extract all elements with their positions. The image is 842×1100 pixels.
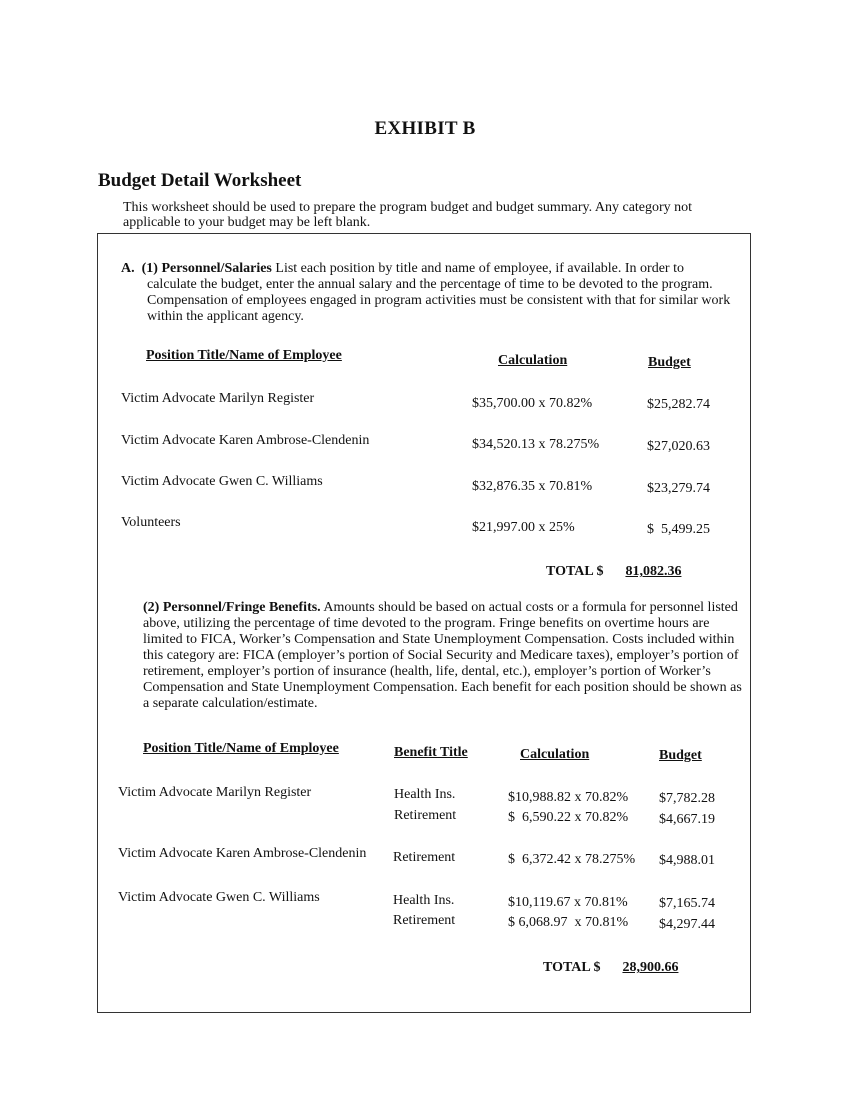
salaries-description-first: List each position by title and name of employee, if available. In order to (275, 261, 684, 276)
fringe-row-calculation: $10,119.67 x 70.81% (508, 895, 628, 910)
salaries-paragraph (121, 261, 746, 325)
page-heading: Budget Detail Worksheet (98, 170, 302, 191)
salaries-header-budget: Budget (648, 355, 691, 370)
fringe-row-benefit: Retirement (393, 850, 456, 865)
fringe-row-calculation: $10,988.82 x 70.82% (508, 790, 629, 805)
fringe-total-label: TOTAL $ (543, 960, 601, 975)
fringe-row-calculation: $ 6,068.97 x 70.81% (508, 915, 629, 930)
fringe-header-position: Position Title/Name of Employee (143, 741, 339, 756)
fringe-row-budget: $4,297.44 (659, 917, 715, 932)
fringe-row-benefit: Health Ins. (394, 787, 456, 802)
fringe-row-budget: $4,988.01 (659, 853, 715, 868)
salary-row-position: Victim Advocate Marilyn Register (121, 391, 315, 406)
fringe-row-position: Victim Advocate Karen Ambrose-Clendenin (118, 846, 367, 861)
intro-text: This worksheet should be used to prepare the program budget and budget summary. Any category not applicable to your budget may be left blank. (123, 200, 693, 230)
salary-row-position: Volunteers (121, 515, 181, 530)
salary-row-calculation: $34,520.13 x 78.275% (472, 437, 600, 452)
salary-row-position: Victim Advocate Karen Ambrose-Clendenin (121, 433, 370, 448)
fringe-row-calculation: $ 6,372.42 x 78.275% (508, 852, 636, 867)
salary-row-budget: $ 5,499.25 (647, 522, 710, 537)
salaries-header-position: Position Title/Name of Employee (146, 348, 342, 363)
exhibit-title: EXHIBIT B (374, 118, 476, 139)
fringe-row-position: Victim Advocate Marilyn Register (118, 785, 312, 800)
fringe-header-calculation: Calculation (520, 747, 590, 762)
salaries-header-calculation: Calculation (498, 353, 568, 368)
fringe-description: Amounts should be based on actual costs or a formula for personnel listed above, utilizing the percentage of time devoted to the program. Fringe benefits on overtime hours are limited to FICA, Worker’s Compensation and State Unemployment Compensation. Costs included within this category are: FICA (employer’s portion of Social Security and Medicare taxes), employer’s portion of retirement, employer’s portion of insurance (health, life, dental, etc.), employer’s portion of Worker’s Compensation and State Unemployment Compensation. Each benefit for each position should be shown as a separate calculation/estimate. (143, 600, 742, 711)
salary-row-calculation: $35,700.00 x 70.82% (472, 396, 593, 411)
salaries-total-value: 81,082.36 (625, 564, 682, 579)
salaries-description-rest: calculate the budget, enter the annual salary and the percentage of time to be devoted to the program. Compensation of employees engaged in program activities must be consistent with that for similar work within the applicant agency. (147, 277, 731, 324)
salaries-total (546, 562, 681, 580)
salary-row-calculation: $32,876.35 x 70.81% (472, 479, 593, 494)
salary-row-budget: $23,279.74 (647, 481, 710, 496)
salaries-title: (1) Personnel/Salaries (141, 261, 272, 276)
fringe-row-budget: $7,782.28 (659, 791, 715, 806)
fringe-total (543, 958, 678, 976)
salary-row-budget: $25,282.74 (647, 397, 710, 412)
fringe-paragraph (143, 600, 746, 712)
fringe-row-budget: $7,165.74 (659, 896, 715, 911)
fringe-row-benefit: Retirement (394, 808, 457, 823)
fringe-title: (2) Personnel/Fringe Benefits. (143, 600, 321, 615)
fringe-total-value: 28,900.66 (622, 960, 679, 975)
salary-row-calculation: $21,997.00 x 25% (472, 520, 575, 535)
salary-row-position: Victim Advocate Gwen C. Williams (121, 474, 323, 489)
fringe-row-benefit: Retirement (393, 913, 456, 928)
fringe-row-calculation: $ 6,590.22 x 70.82% (508, 810, 629, 825)
fringe-row-benefit: Health Ins. (393, 893, 455, 908)
fringe-row-budget: $4,667.19 (659, 812, 715, 827)
salary-row-budget: $27,020.63 (647, 439, 710, 454)
fringe-header-benefit: Benefit Title (394, 745, 468, 760)
salaries-total-label: TOTAL $ (546, 564, 604, 579)
fringe-header-budget: Budget (659, 748, 702, 763)
fringe-row-position: Victim Advocate Gwen C. Williams (118, 890, 320, 905)
section-label: A. (121, 261, 135, 276)
